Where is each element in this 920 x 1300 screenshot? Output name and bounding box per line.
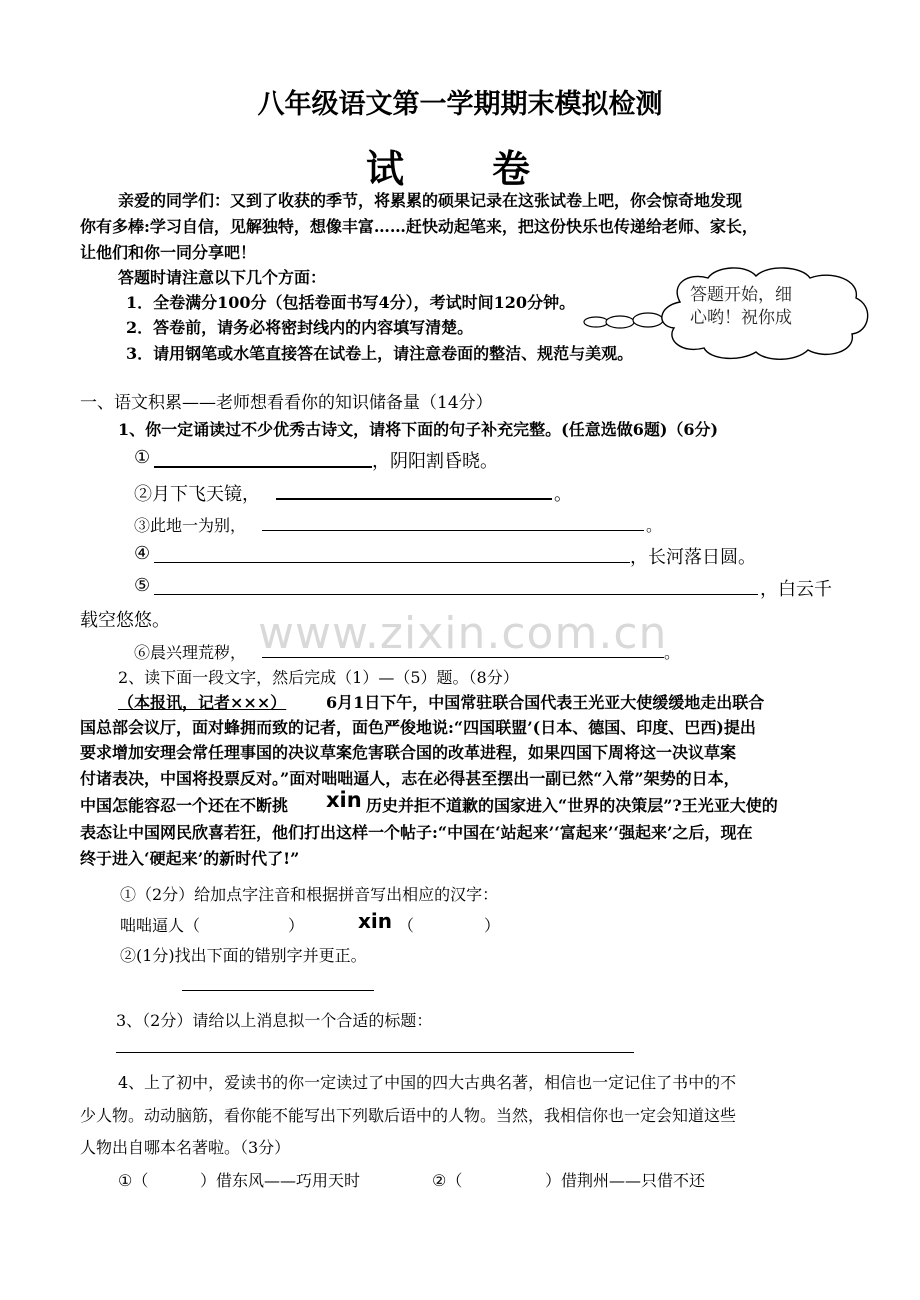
q2-prompt: 2、读下面一段文字，然后完成（1）—（5）题。（8分） (118, 668, 519, 687)
q2-para-line-2: 国总部会议厅，面对蜂拥而致的记者，面色严俊地说:“四国联盟’(日本、德国、印度、巴西)提出 (80, 718, 756, 737)
notice-item-2: 2．答卷前，请务必将密封线内的内容填写清楚。 (126, 318, 474, 337)
q1-prompt: 1、你一定诵读过不少优秀古诗文，请将下面的句子补充完整。(任意选做6题)（6分) (118, 420, 719, 439)
q1-item-6-head: ⑥晨兴理荒秽， (134, 643, 247, 662)
q2-sub-2-blank[interactable] (182, 990, 374, 991)
q2-para-pinyin: xin (326, 788, 362, 812)
q1-item-3-blank[interactable] (262, 530, 644, 531)
q1-item-5-blank[interactable] (154, 594, 758, 595)
notice-heading: 答题时请注意以下几个方面： (118, 268, 327, 287)
intro-line-2: 你有多棒:学习自信，见解独特，想像丰富……赶快动起笔来，把这份快乐也传递给老师、家长， (80, 217, 758, 236)
q2-sub-1-open-2[interactable]: （ (398, 916, 415, 935)
q1-item-4-mark: ④ (134, 543, 151, 564)
q1-item-3-tail: 。 (646, 516, 663, 535)
bubble-line-1: 答题开始，细 (690, 285, 792, 305)
q2-para-line-5-head: 中国怎能容忍一个还在不断挑 (80, 796, 289, 815)
q4-option-1-open[interactable]: ①（ (118, 1171, 149, 1190)
q2-para-line-6: 表态让中国网民欣喜若狂，他们打出这样一个帖子:“中国在‘站起来’‘富起来’‘强起来’之后，现在 (80, 823, 753, 842)
q1-item-2-tail: 。 (554, 484, 572, 505)
q1-item-6-blank[interactable] (262, 657, 664, 658)
section-1-heading: 一、语文积累——老师想看看你的知识储备量（14分） (80, 393, 493, 413)
notice-item-1: 1．全卷满分100分（包括卷面书写4分），考试时间120分钟。 (126, 293, 576, 312)
q4-line-3: 人物出自哪本名著啦。（3分） (80, 1138, 291, 1157)
q2-para-line-1: 6月1日下午，中国常驻联合国代表王光亚大使缓缓地走出联合 (326, 693, 765, 712)
exam-title: 八年级语文第一学期期末模拟检测 (257, 89, 663, 120)
q4-line-1: 4、上了初中，爱读书的你一定读过了中国的四大古典名著，相信也一定记住了书中的不 (118, 1073, 737, 1092)
q3-prompt: 3、（2分）请给以上消息拟一个合适的标题： (116, 1011, 433, 1030)
q1-item-4-blank[interactable] (154, 562, 630, 563)
notice-item-3: 3．请用钢笔或水笔直接答在试卷上，请注意卷面的整洁、规范与美观。 (126, 344, 634, 363)
q1-item-2-head: ②月下飞天镜， (134, 484, 260, 505)
q1-item-6-tail: 。 (664, 643, 681, 662)
q2-para-line-3: 要求增加安理会常任理事国的决议草案危害联合国的改革进程，如果四国下周将这一决议草案 (80, 743, 737, 762)
q2-sub-1-close-2: ） (484, 916, 501, 935)
q1-item-1-mark: ① (134, 447, 151, 468)
q3-blank[interactable] (116, 1052, 634, 1053)
intro-line-1: 亲爱的同学们：又到了收获的季节，将累累的硕果记录在这张试卷上吧，你会惊奇地发现 (118, 191, 743, 210)
q1-item-1-blank[interactable] (154, 466, 372, 468)
q1-item-4-tail: ，长河落日圆。 (630, 547, 756, 568)
q1-item-3-head: ③此地一为别， (134, 516, 247, 535)
q2-sub-1-word[interactable]: 咄咄逼人（ (120, 916, 201, 935)
q4-option-2-text: ）借荆州——只借不还 (545, 1171, 706, 1190)
q1-item-5-mark: ⑤ (134, 575, 151, 596)
q1-item-5-cont: 载空悠悠。 (80, 610, 170, 631)
q4-line-2: 少人物。动动脑筋，看你能不能写出下列歇后语中的人物。当然，我相信你也一定会知道这些 (80, 1106, 737, 1125)
q2-para-line-7: 终于进入‘硬起来’的新时代了!” (80, 849, 300, 868)
intro-line-3: 让他们和你一同分享吧！ (80, 243, 257, 262)
exam-subtitle: 试卷 (366, 146, 619, 191)
q1-item-1-tail: ，阴阳割昏晓。 (372, 451, 498, 472)
q2-para-line-5-tail: 历史并拒不道歉的国家进入“世界的决策层”?王光亚大使的 (366, 796, 778, 815)
q4-option-2-open[interactable]: ②（ (432, 1171, 463, 1190)
q4-option-1-text: ）借东风——巧用天时 (200, 1171, 361, 1190)
watermark: www.zixin.com.cn (258, 608, 668, 659)
q2-sub-1-pinyin: xin (358, 909, 392, 933)
bubble-line-2: 心哟！祝你成 (690, 308, 792, 328)
q1-item-2-blank[interactable] (276, 498, 552, 500)
q2-sub-2: ②(1分)找出下面的错别字并更正。 (120, 946, 367, 965)
q2-sub-1: ①（2分）给加点字注音和根据拼音写出相应的汉字： (120, 885, 499, 904)
q2-para-line-4: 付诸表决，中国将投票反对。”面对咄咄逼人，志在必得甚至摆出一副已然“入常”架势的日本， (80, 769, 740, 788)
q1-item-5-tail: ，白云千 (760, 579, 832, 600)
q2-sub-1-close-1: ） (288, 916, 305, 935)
q2-para-lead: （本报讯，记者×××） (118, 693, 287, 712)
